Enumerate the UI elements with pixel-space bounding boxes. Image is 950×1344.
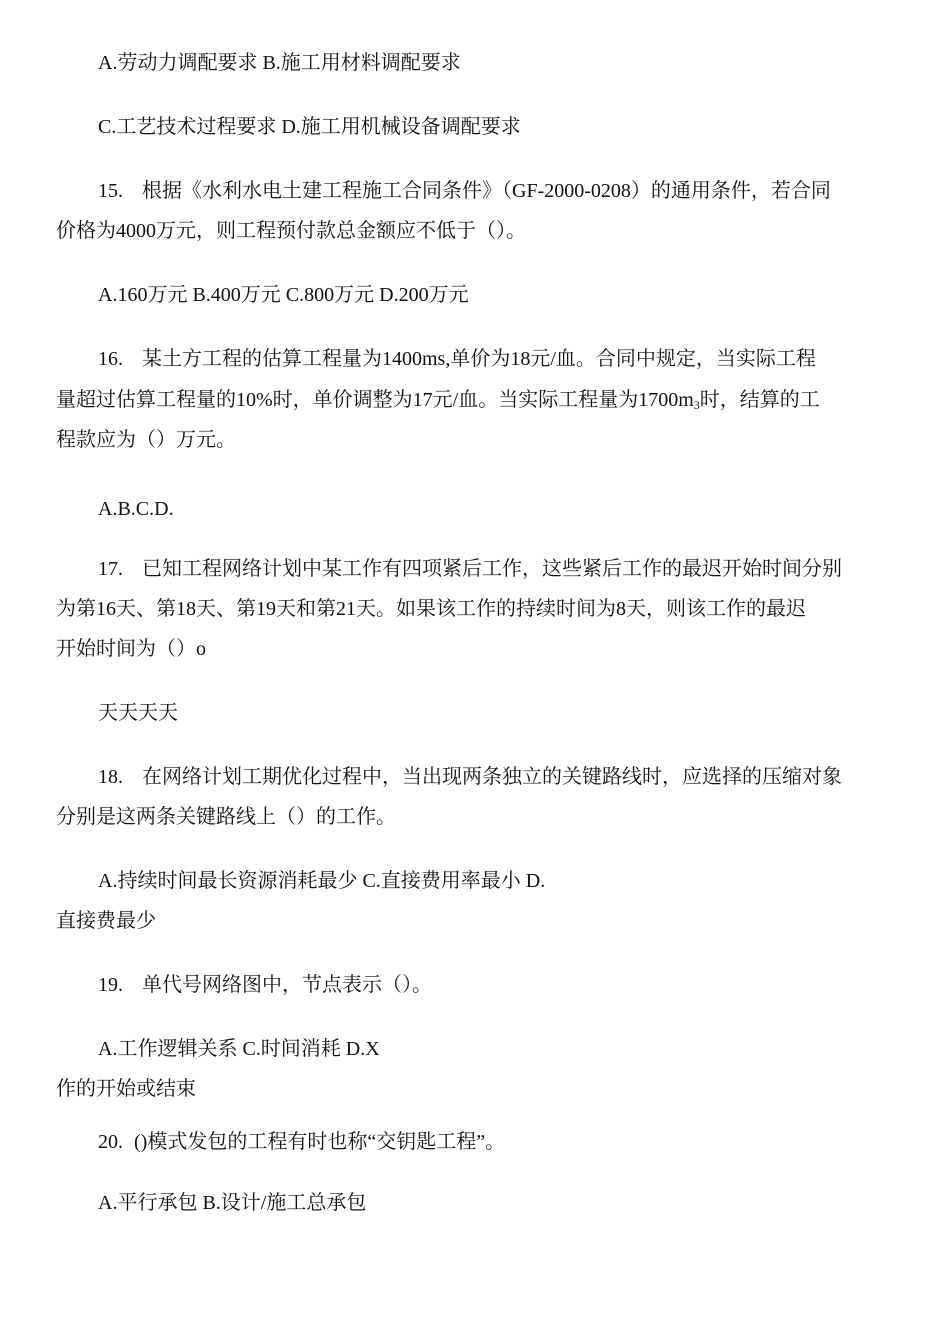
q16-line-1 bbox=[98, 345, 816, 373]
q17-number: 17. bbox=[98, 558, 123, 580]
q20-line-1 bbox=[98, 1128, 505, 1156]
q20-text-1: ()模式发包的工程有时也称“交钥匙工程”。 bbox=[134, 1131, 506, 1153]
q14-options-ab: A.劳动力调配要求 B.施工用材料调配要求 bbox=[98, 52, 461, 74]
q16-text-2a: 量超过估算工程量的10%时，单价调整为17元/血。当实际工程量为1700m bbox=[56, 389, 694, 411]
q15-line-1 bbox=[98, 177, 831, 205]
q15-options: A.160万元 B.400万元 C.800万元 D.200万元 bbox=[98, 284, 469, 306]
q20-options: A.平行承包 B.设计/施工总承包 bbox=[98, 1192, 367, 1214]
q16-text-1: 某土方工程的估算工程量为1400ms,单价为18元/血。合同中规定，当实际工程 bbox=[142, 348, 816, 370]
q15-text-1: 根据《水利水电土建工程施工合同条件》（GF-2000-0208）的通用条件，若合同 bbox=[142, 180, 831, 202]
q18-options-2: 直接费最少 bbox=[56, 910, 156, 932]
q14-options-cd: C.工艺技术过程要求 D.施工用机械设备调配要求 bbox=[98, 116, 521, 138]
q17-line-3: 开始时间为（）o bbox=[56, 638, 206, 660]
q19-line-1 bbox=[98, 971, 432, 999]
q16-number: 16. bbox=[98, 348, 123, 370]
q18-line-2: 分别是这两条关键路线上（）的工作。 bbox=[56, 806, 396, 828]
q16-text-2b: 时，结算的工 bbox=[699, 389, 820, 411]
q15-number: 15. bbox=[98, 180, 123, 202]
q18-number: 18. bbox=[98, 766, 123, 788]
q16-options: A.B.C.D. bbox=[98, 498, 174, 520]
q18-text-1: 在网络计划工期优化过程中，当出现两条独立的关键路线时，应选择的压缩对象 bbox=[142, 766, 842, 788]
q19-options-2: 作的开始或结束 bbox=[56, 1078, 196, 1100]
q17-line-2: 为第16天、第18天、第19天和第21天。如果该工作的持续时间为8天，则该工作的最迟 bbox=[56, 598, 806, 620]
q20-number: 20. bbox=[98, 1131, 123, 1153]
q18-line-1 bbox=[98, 763, 842, 791]
q18-options-1: A.持续时间最长资源消耗最少 C.直接费用率最小 D. bbox=[98, 870, 546, 892]
q16-subscript: 3 bbox=[693, 398, 700, 412]
q15-line-2: 价格为4000万元，则工程预付款总金额应不低于（）。 bbox=[56, 220, 526, 242]
q17-options: 天天天天 bbox=[98, 702, 178, 724]
q19-number: 19. bbox=[98, 974, 123, 996]
q16-line-3: 程款应为（）万元。 bbox=[56, 429, 236, 451]
q16-line-2 bbox=[56, 386, 820, 414]
q17-text-1: 已知工程网络计划中某工作有四项紧后工作，这些紧后工作的最迟开始时间分别 bbox=[142, 558, 842, 580]
q19-options-1: A.工作逻辑关系 C.时间消耗 D.X bbox=[98, 1038, 380, 1060]
q17-line-1 bbox=[98, 555, 842, 583]
q19-text-1: 单代号网络图中，节点表示（）。 bbox=[142, 974, 432, 996]
